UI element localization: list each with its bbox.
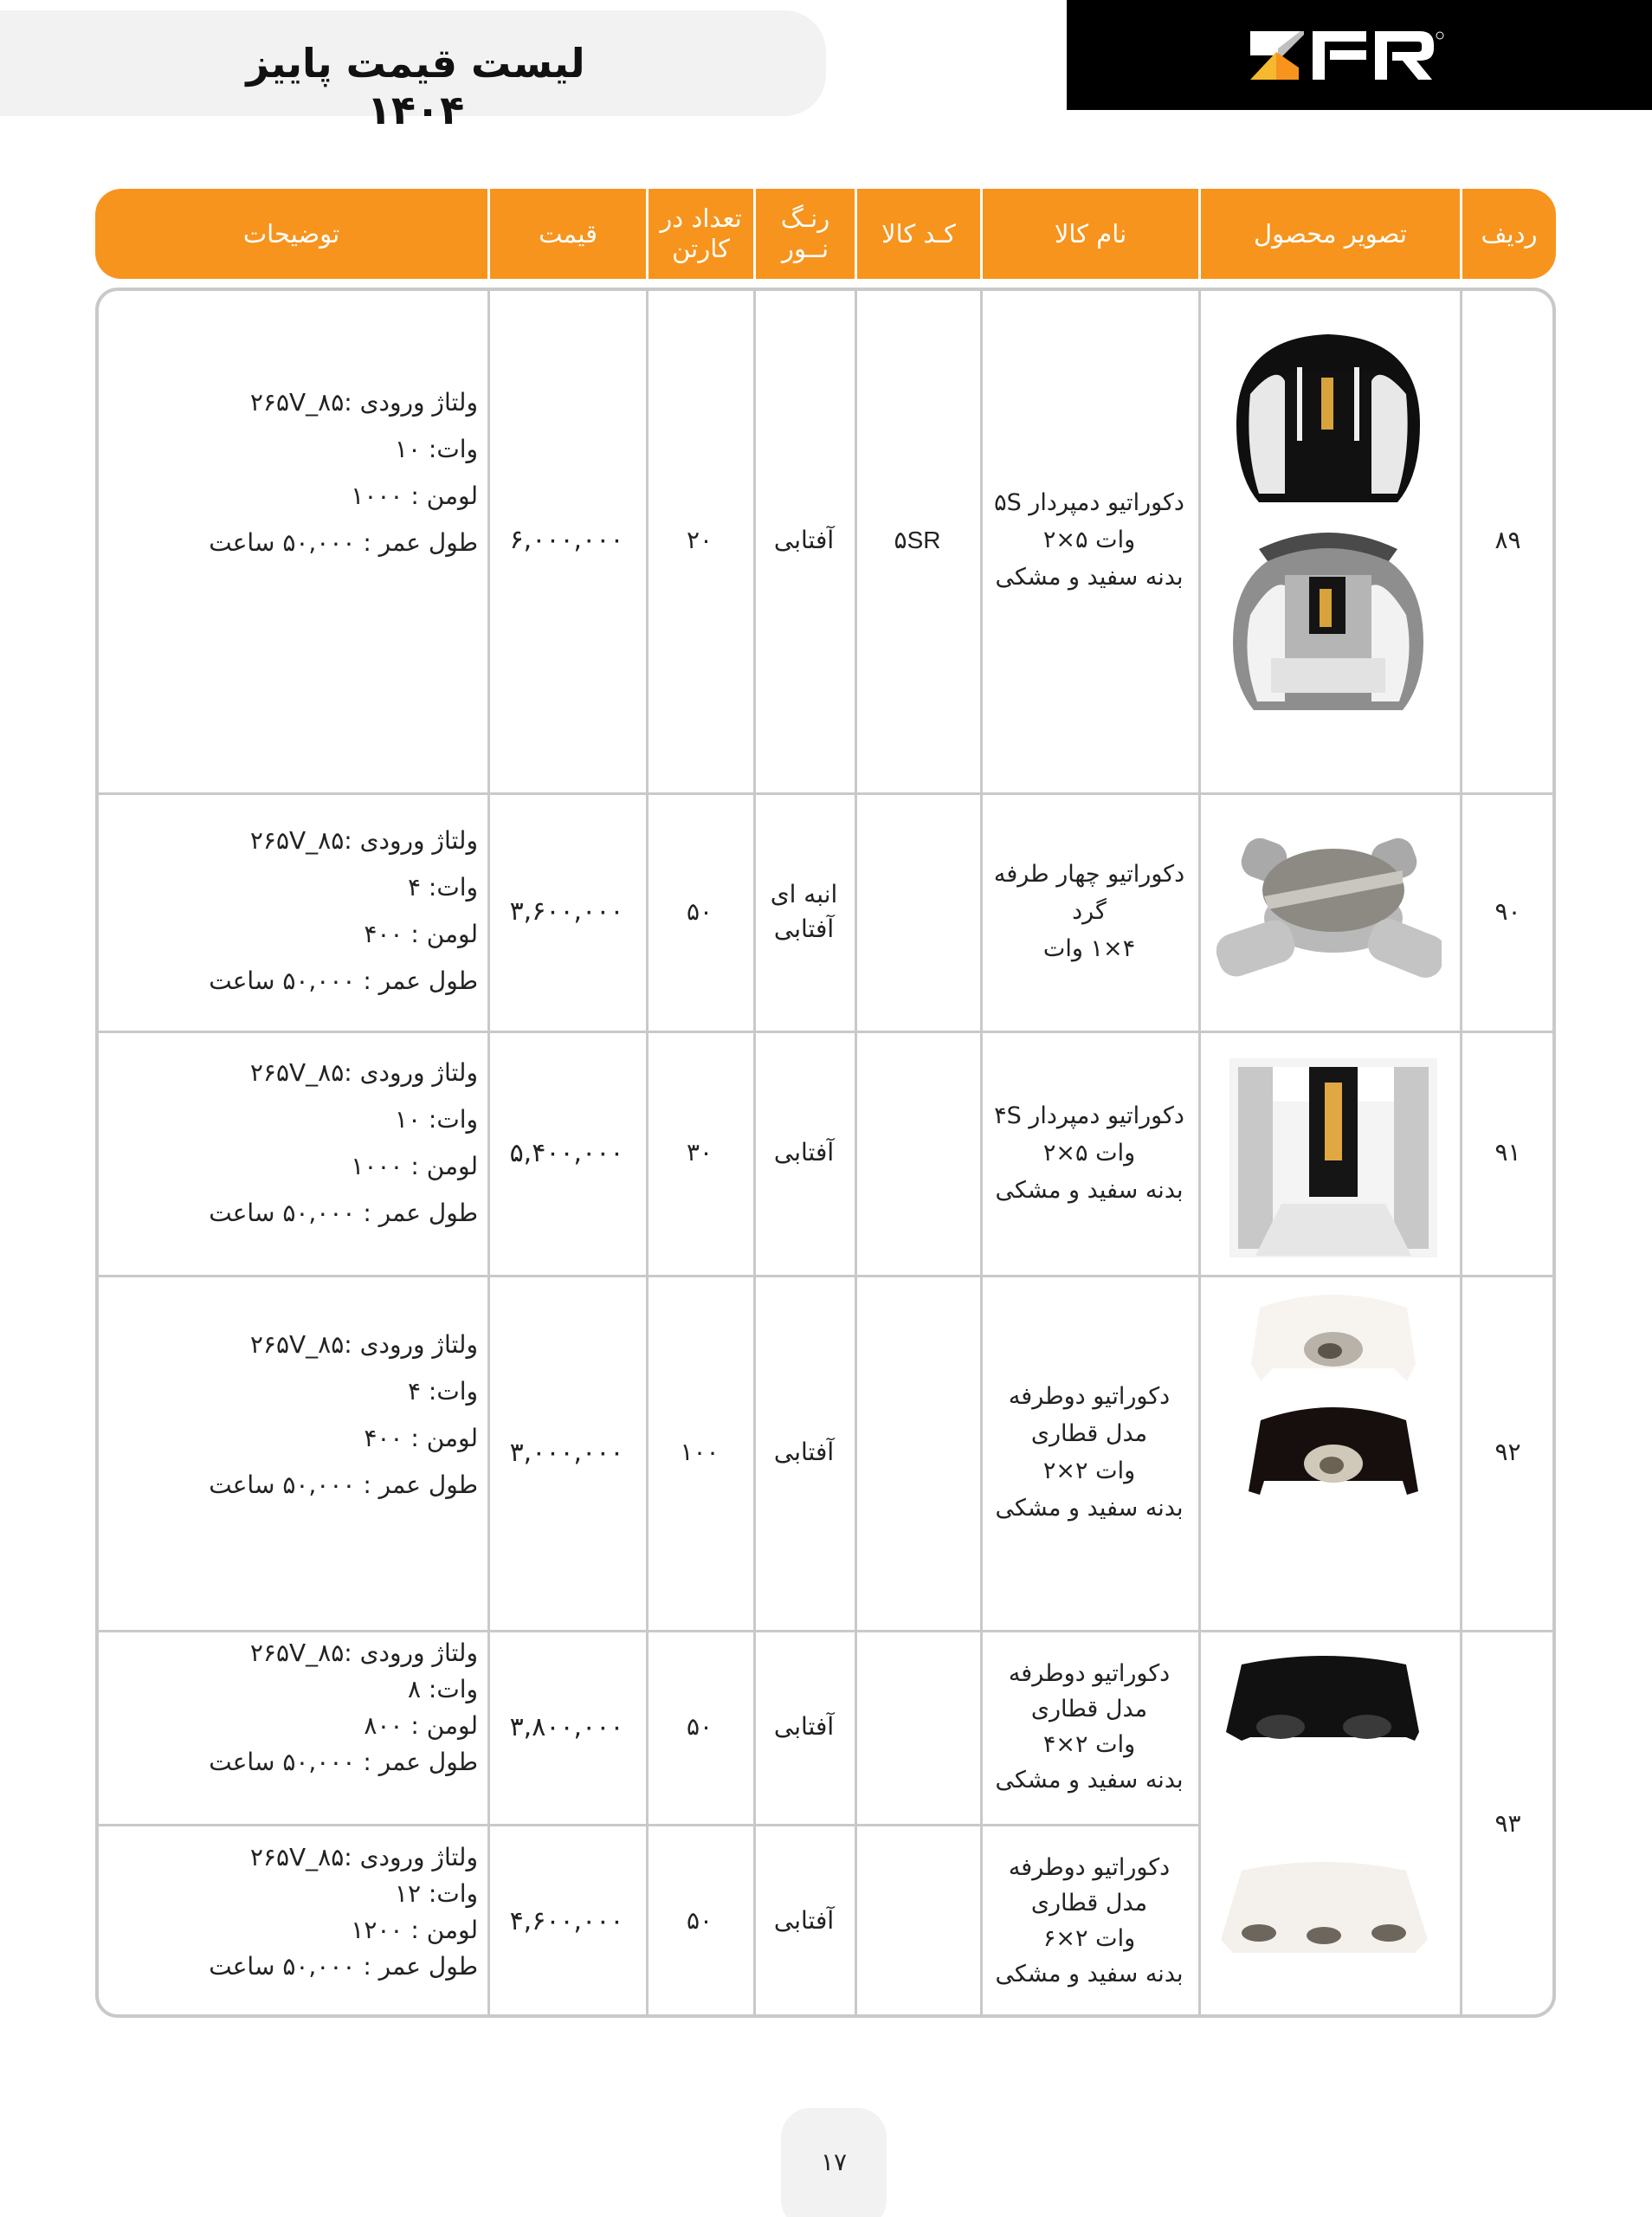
product-code: [855, 1031, 980, 1275]
row-number: ۸۹: [1494, 525, 1521, 554]
col-header-image: تصویر محصول: [1198, 189, 1460, 279]
col-header-qty: تعداد در کارتن: [646, 189, 753, 279]
price: ۳,۶۰۰,۰۰۰: [509, 896, 624, 927]
brand-logo-box: [1067, 0, 1652, 110]
specs: ولتاژ ورودی :۸۵_۲۶۵V وات: ۸ لومن : ۸۰۰ طول عمر : ۵۰,۰۰۰ ساعت: [209, 1639, 478, 1776]
product-image-train-lamp-multi: [1207, 1654, 1441, 1995]
carton-qty: ۱۰۰: [680, 1438, 720, 1466]
specs: ولتاژ ورودی :۸۵_۲۶۵V وات: ۱۲ لومن : ۱۲۰۰ طول عمر : ۵۰,۰۰۰ ساعت: [209, 1843, 478, 1981]
light-color: آفتابی: [773, 1138, 835, 1167]
specs: ولتاژ ورودی :۸۵_۲۶۵V وات: ۴ لومن : ۴۰۰ طول عمر : ۵۰,۰۰۰ ساعت: [209, 1330, 478, 1499]
page-number-badge: [781, 2108, 887, 2217]
product-name: دکوراتیو دوطرفه مدل قطاری وات ۲×۲ بدنه سفید و مشکی: [995, 1383, 1184, 1522]
product-name: دکوراتیو دوطرفه مدل قطاری وات ۲×۴ بدنه سفید و مشکی: [995, 1660, 1184, 1794]
product-image-round-lamp: [1224, 329, 1432, 722]
light-color: آفتابی: [773, 1906, 835, 1935]
carton-qty: ۳۰: [686, 1138, 713, 1167]
price: ۴,۶۰۰,۰۰۰: [509, 1905, 624, 1936]
light-color: آفتابی: [773, 1712, 835, 1741]
product-name: دکوراتیو چهار طرفه گرد ۴×۱ وات: [993, 861, 1185, 962]
col-header-row: ردیف: [1460, 189, 1556, 279]
product-code: [855, 1275, 980, 1630]
col-header-price: قیمت: [487, 189, 646, 279]
product-name: دکوراتیو دمپردار ۴S وات ۵×۲ بدنه سفید و مشکی: [994, 1102, 1184, 1204]
page-number: ۱۷: [820, 2148, 848, 2176]
price: ۳,۸۰۰,۰۰۰: [509, 1711, 624, 1742]
price: ۵,۴۰۰,۰۰۰: [509, 1137, 624, 1168]
col-header-code: کـد کالا: [855, 189, 980, 279]
specs: ولتاژ ورودی :۸۵_۲۶۵V وات: ۱۰ لومن : ۱۰۰۰ طول عمر : ۵۰,۰۰۰ ساعت: [209, 388, 478, 557]
divider: [1198, 291, 1201, 2014]
col-header-light-color: رنـگ نــور: [753, 189, 855, 279]
row-number: ۹۲: [1494, 1438, 1521, 1466]
product-code: ۵SR: [894, 526, 941, 553]
product-code: [855, 1824, 980, 2018]
carton-qty: ۵۰: [686, 1906, 713, 1935]
page-title: لیست قیمت پاییز ۱۴۰۴: [246, 40, 585, 133]
carton-qty: ۵۰: [686, 896, 713, 926]
row-number: ۹۰: [1494, 896, 1521, 926]
product-name: دکوراتیو دوطرفه مدل قطاری وات ۲×۶ بدنه سفید و مشکی: [995, 1854, 1184, 1988]
light-color: انبه ای آفتابی: [770, 879, 838, 943]
product-image-four-way-lamp: [1216, 831, 1442, 991]
product-name: دکوراتیو دمپردار ۵S وات ۵×۲ بدنه سفید و مشکی: [994, 489, 1184, 591]
carton-qty: ۲۰: [686, 525, 713, 554]
light-color: آفتابی: [773, 525, 835, 554]
light-color: آفتابی: [773, 1438, 835, 1466]
product-code: [855, 1630, 980, 1824]
col-header-desc: توضیحات: [242, 218, 340, 249]
table-header: [95, 189, 1556, 279]
row-number: ۹۳: [1494, 1809, 1521, 1838]
specs: ولتاژ ورودی :۸۵_۲۶۵V وات: ۱۰ لومن : ۱۰۰۰ طول عمر : ۵۰,۰۰۰ ساعت: [209, 1058, 478, 1227]
row-number: ۹۱: [1494, 1138, 1521, 1167]
zfr-logo-icon: [1250, 31, 1467, 80]
col-header-name: نام کالا: [980, 189, 1198, 279]
price: ۶,۰۰۰,۰۰۰: [509, 525, 624, 555]
product-image-train-lamp-single: [1229, 1282, 1437, 1632]
product-code: [855, 792, 980, 1031]
specs: ولتاژ ورودی :۸۵_۲۶۵V وات: ۴ لومن : ۴۰۰ طول عمر : ۵۰,۰۰۰ ساعت: [209, 826, 478, 995]
product-image-square-lamp: [1229, 1048, 1437, 1268]
carton-qty: ۵۰: [686, 1712, 713, 1741]
price: ۳,۰۰۰,۰۰۰: [509, 1437, 624, 1468]
